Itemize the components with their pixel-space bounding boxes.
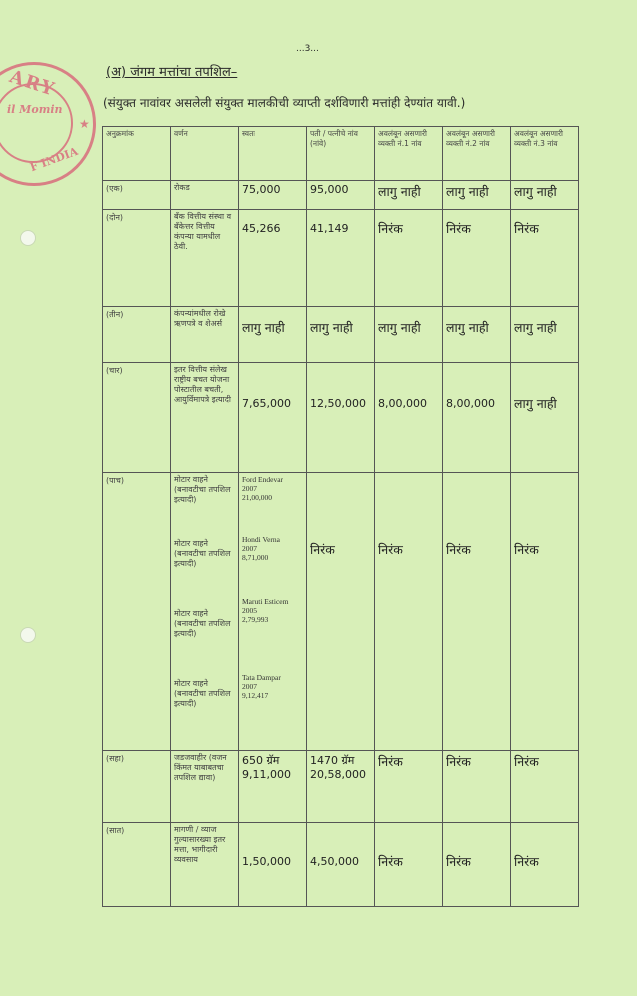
table-row — [103, 307, 579, 363]
vehicle-desc-1: मोटार वाहने (बनावटीचा तपशिल इत्यादी) — [174, 475, 231, 504]
row-dependent-3: निरंक — [511, 751, 579, 823]
self-value: 9,11,000 — [242, 768, 291, 781]
vehicle-year: 2007 — [242, 544, 257, 553]
row-self-value: लागु नाही — [239, 307, 307, 363]
page-number: ...3... — [296, 44, 319, 54]
vehicle-desc-3: मोटार वाहने (बनावटीचा तपशिल इत्यादी) — [174, 609, 231, 638]
table-row — [103, 363, 579, 473]
row-dependent-2: लागु नाही — [443, 307, 511, 363]
row-dependent-2: निरंक — [443, 751, 511, 823]
row-description: जडजवाहीर (वजन किंमत याबाबतचा तपशिल द्यावा) — [171, 751, 239, 823]
row-spouse-value — [307, 751, 375, 823]
row-self-value: 45,266 — [239, 210, 307, 307]
row-dependent-3: लागु नाही — [511, 307, 579, 363]
header-dependent-1: अवलंबून असणारी व्यक्ती नं.1 नांव — [375, 127, 443, 181]
row-dependent-2: निरंक — [443, 823, 511, 907]
vehicle-1 — [242, 475, 303, 535]
row-description: रोकड — [171, 181, 239, 210]
row-description: कंपन्यांमधील रोखे ऋणपत्रे व शेअर्स — [171, 307, 239, 363]
row-description: इतर वित्तीय संलेख राष्ट्रीय बचत योजना पोस्टातील बचती, आयुर्विमापत्रे इत्यादी — [171, 363, 239, 473]
vehicle-desc-2: मोटार वाहने (बनावटीचा तपशिल इत्यादी) — [174, 539, 231, 568]
table-row — [103, 823, 579, 907]
notary-stamp — [0, 62, 96, 186]
row-dependent-1: निरंक — [375, 473, 443, 751]
movable-assets-table — [102, 126, 579, 907]
header-spouse: पती / पत्नीचे नांव (नांवे) — [307, 127, 375, 181]
row-dependent-1: निरंक — [375, 210, 443, 307]
vehicle-4 — [242, 673, 303, 700]
header-dependent-3: अवलंबून असणारी व्यक्ती नं.3 नांव — [511, 127, 579, 181]
spouse-weight: 1470 ग्रॅम — [310, 754, 355, 767]
row-self-value — [239, 751, 307, 823]
row-dependent-2: 8,00,000 — [443, 363, 511, 473]
header-serial: अनुक्रमांक — [103, 127, 171, 181]
spouse-value: 20,58,000 — [310, 768, 366, 781]
row-dependent-3: निरंक — [511, 210, 579, 307]
row-spouse-value: निरंक — [307, 473, 375, 751]
vehicle-desc-4: मोटार वाहने (बनावटीचा तपशिल इत्यादी) — [174, 679, 231, 708]
row-dependent-1: 8,00,000 — [375, 363, 443, 473]
header-dependent-2: अवलंबून असणारी व्यक्ती नं.2 नांव — [443, 127, 511, 181]
vehicle-year: 2007 — [242, 484, 257, 493]
row-description: बँक वित्तीय संस्था व बँकेत्तर वित्तीय कंपन्या यामधील ठेवी. — [171, 210, 239, 307]
row-dependent-3: निरंक — [511, 823, 579, 907]
row-description — [171, 473, 239, 751]
row-serial: (सात) — [103, 823, 171, 907]
vehicle-value: 8,71,000 — [242, 553, 269, 562]
table-header-row — [103, 127, 579, 181]
vehicle-3 — [242, 597, 303, 673]
stamp-star-icon: ★ — [79, 117, 90, 131]
row-spouse-value: लागु नाही — [307, 307, 375, 363]
row-serial: (दोन) — [103, 210, 171, 307]
row-self-vehicles — [239, 473, 307, 751]
vehicle-name: Hondi Verna — [242, 535, 280, 544]
section-heading: (अ) जंगम मत्तांचा तपशिल– — [106, 65, 238, 80]
row-serial: (पाच) — [103, 473, 171, 751]
vehicle-name: Tata Dampar — [242, 673, 281, 682]
row-dependent-2: लागु नाही — [443, 181, 511, 210]
row-dependent-2: निरंक — [443, 473, 511, 751]
vehicle-value: 21,00,000 — [242, 493, 272, 502]
punch-hole-top — [20, 230, 36, 246]
vehicle-year: 2007 — [242, 682, 257, 691]
row-dependent-1: निरंक — [375, 823, 443, 907]
row-serial: (सहा) — [103, 751, 171, 823]
self-weight: 650 ग्रॅम — [242, 754, 280, 767]
table-row-vehicles — [103, 473, 579, 751]
row-spouse-value: 4,50,000 — [307, 823, 375, 907]
row-spouse-value: 95,000 — [307, 181, 375, 210]
row-dependent-1: लागु नाही — [375, 307, 443, 363]
row-dependent-2: निरंक — [443, 210, 511, 307]
row-self-value: 1,50,000 — [239, 823, 307, 907]
row-dependent-1: निरंक — [375, 751, 443, 823]
vehicle-name: Ford Endevar — [242, 475, 284, 484]
row-self-value: 7,65,000 — [239, 363, 307, 473]
row-serial: (एक) — [103, 181, 171, 210]
row-description: मागणी / व्याज गुल्यासारख्या इतर मत्ता, भागीदारी व्यवसाय — [171, 823, 239, 907]
row-dependent-3: लागु नाही — [511, 363, 579, 473]
row-dependent-1: लागु नाही — [375, 181, 443, 210]
table-row — [103, 751, 579, 823]
row-self-value: 75,000 — [239, 181, 307, 210]
vehicle-value: 9,12,417 — [242, 691, 269, 700]
stamp-text-bottom: F INDIA — [28, 144, 80, 175]
row-dependent-3: निरंक — [511, 473, 579, 751]
header-self: स्वतः — [239, 127, 307, 181]
stamp-text-mid: il Momin — [7, 103, 63, 116]
row-spouse-value: 41,149 — [307, 210, 375, 307]
stamp-text-top: ARY — [6, 66, 59, 101]
header-description: वर्णन — [171, 127, 239, 181]
table-row — [103, 210, 579, 307]
row-spouse-value: 12,50,000 — [307, 363, 375, 473]
vehicle-name: Maruti Esticem — [242, 597, 289, 606]
row-serial: (चार) — [103, 363, 171, 473]
table-row — [103, 181, 579, 210]
punch-hole-bottom — [20, 627, 36, 643]
vehicle-value: 2,79,993 — [242, 615, 269, 624]
row-serial: (तीन) — [103, 307, 171, 363]
vehicle-year: 2005 — [242, 606, 257, 615]
vehicle-2 — [242, 535, 303, 597]
row-dependent-3: लागु नाही — [511, 181, 579, 210]
section-subheading: (संयुक्त नावांवर असलेली संयुक्त मालकीची व्याप्ती दर्शविणारी मत्तांही देण्यांत यावी.) — [103, 96, 466, 110]
